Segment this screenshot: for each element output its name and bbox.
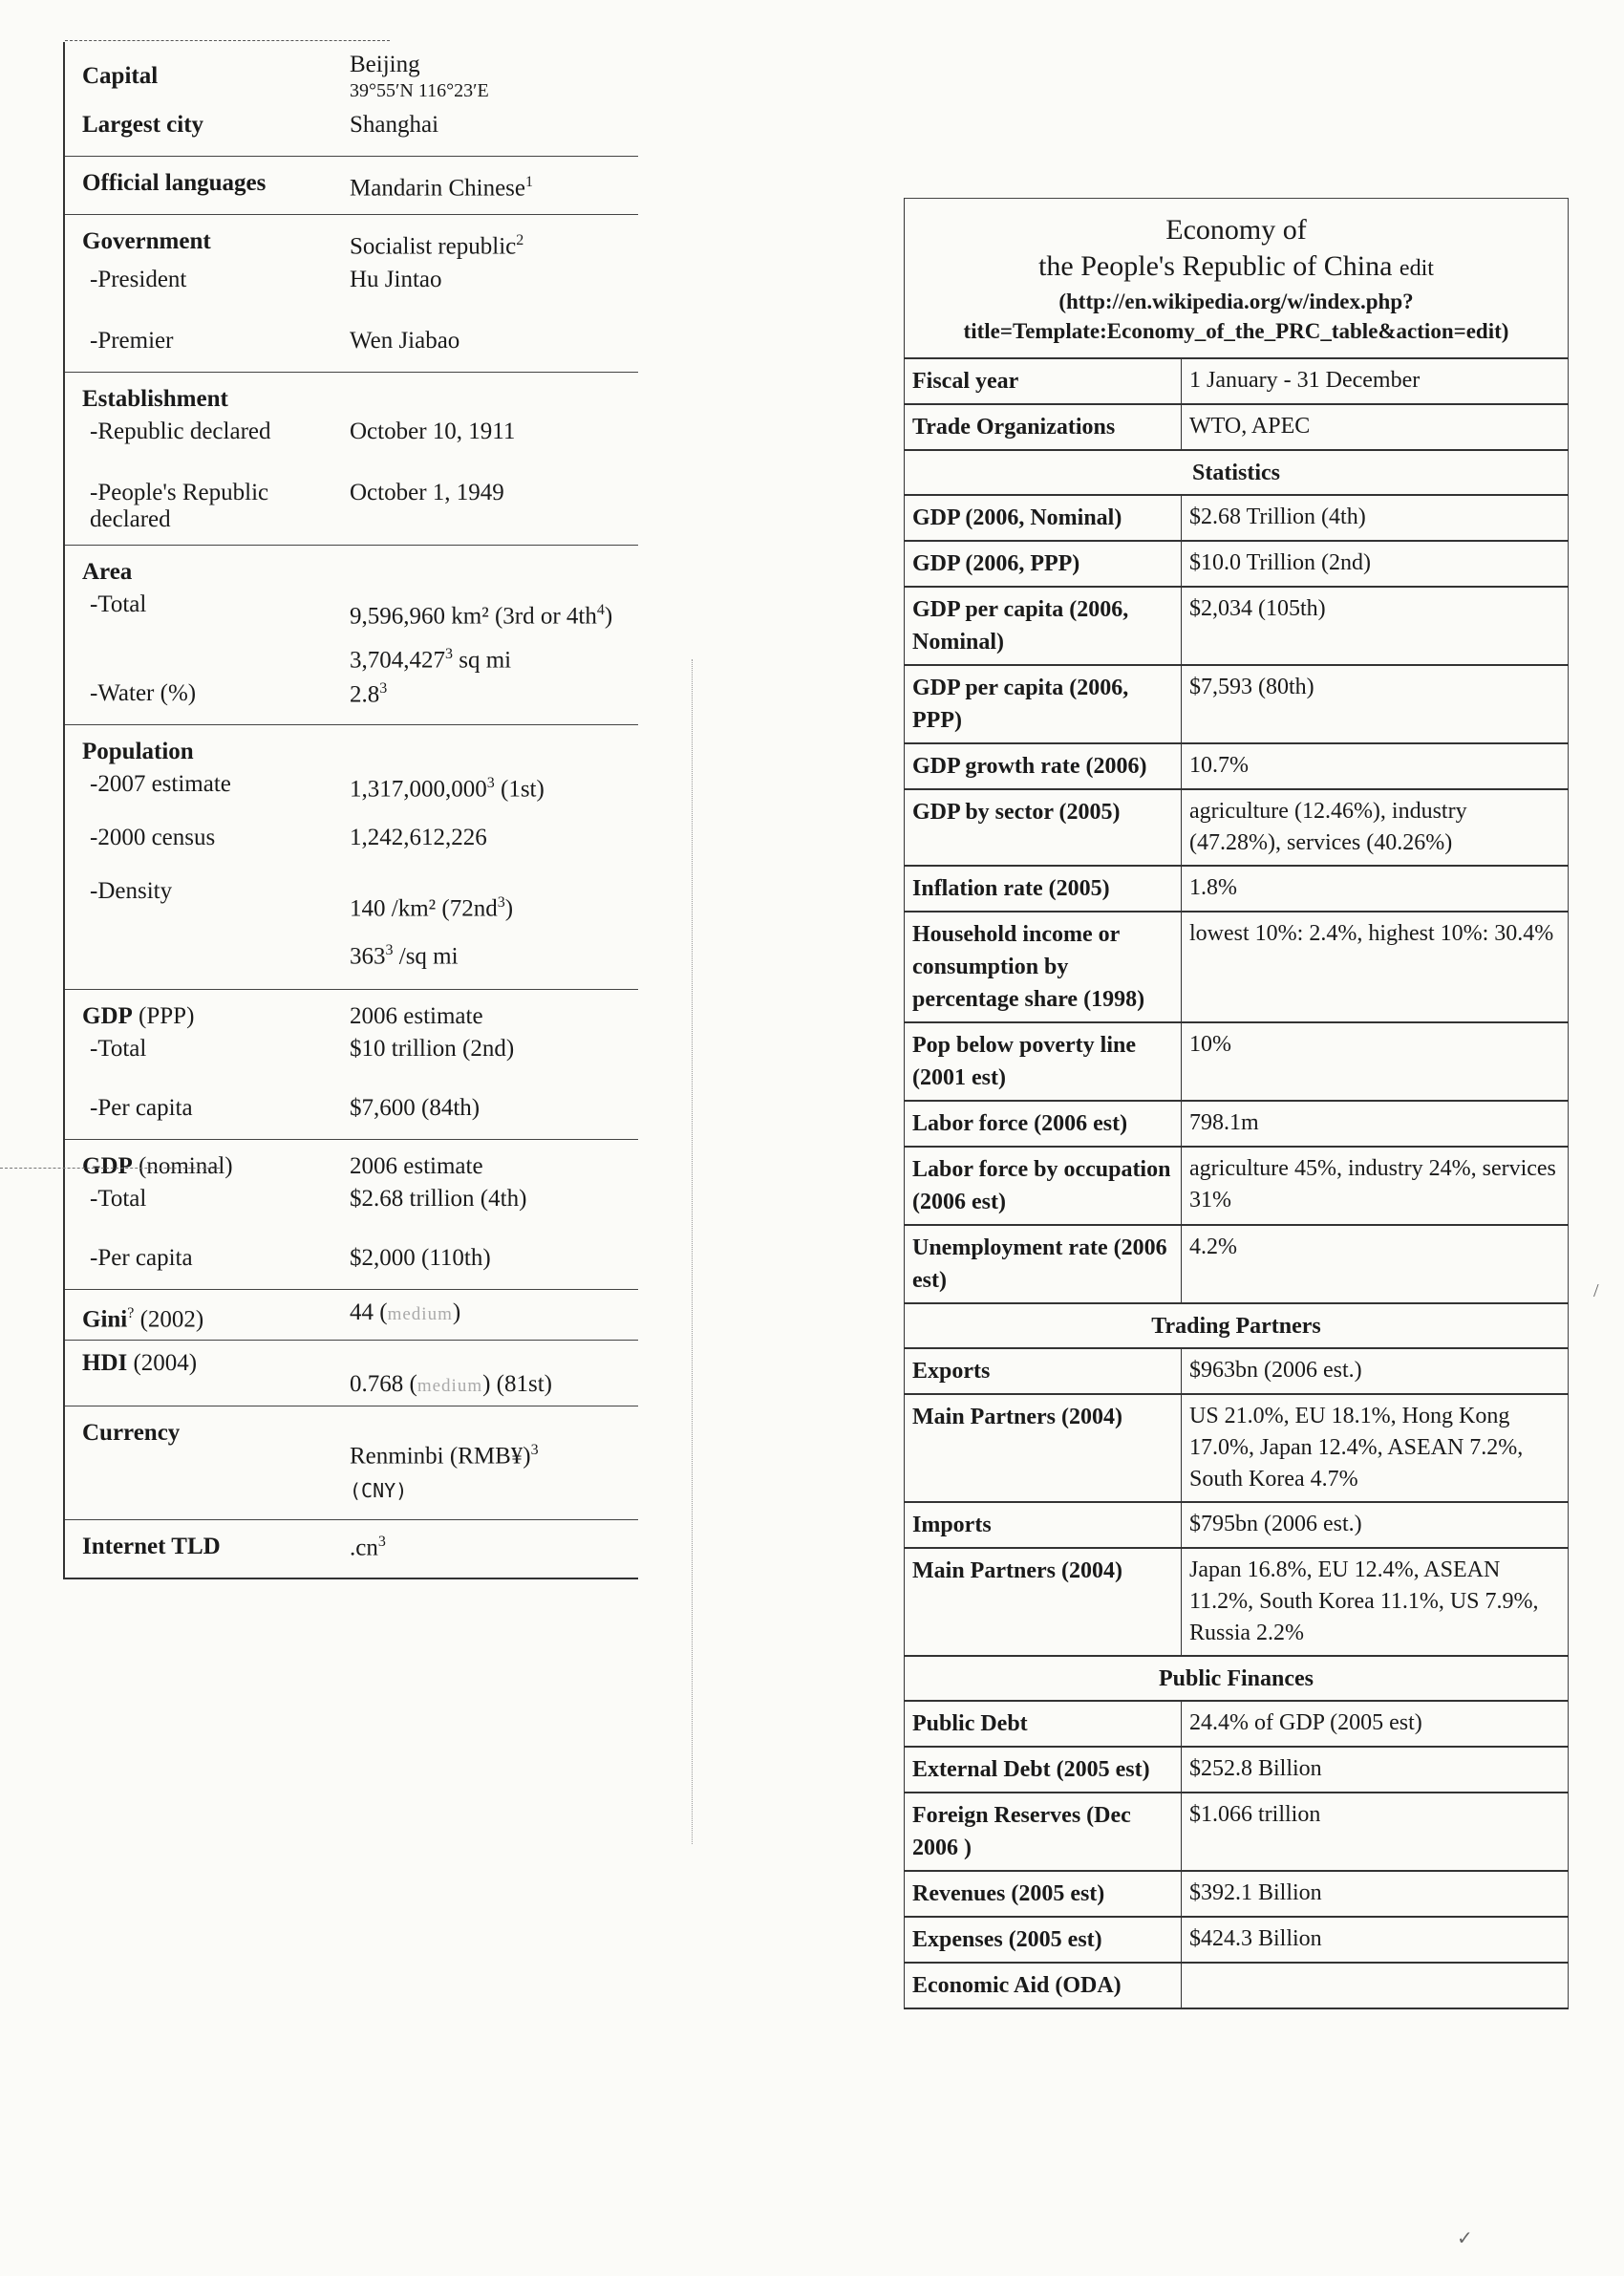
footnote-ref[interactable]: 3	[486, 774, 495, 791]
scan-vertical-rule	[692, 659, 693, 1844]
statistic-value: 10%	[1182, 1023, 1569, 1100]
population-census-value: 1,242,612,226	[350, 824, 487, 850]
table-row	[905, 1503, 1569, 1549]
population-density-label: -Density	[90, 877, 173, 904]
statistic-label: GDP (2006, PPP)	[905, 542, 1182, 586]
finance-value: $1.066 trillion	[1182, 1793, 1569, 1870]
footnote-ref[interactable]: 3	[497, 893, 505, 911]
finance-value	[1182, 1964, 1569, 2008]
edit-url-line1[interactable]: (http://en.wikipedia.org/w/index.php?	[1058, 290, 1414, 313]
statistic-value: $2.68 Trillion (4th)	[1182, 496, 1569, 540]
statistic-value: lowest 10%: 2.4%, highest 10%: 30.4%	[1182, 913, 1569, 1021]
economy-table	[904, 198, 1569, 2009]
table-row	[905, 1748, 1569, 1793]
table-row	[905, 744, 1569, 790]
republic-declared-value: October 10, 1911	[350, 419, 516, 444]
statistic-value: $2,034 (105th)	[1182, 588, 1569, 664]
general-rows	[905, 359, 1569, 451]
capital-section	[65, 42, 638, 157]
table-row	[905, 1349, 1569, 1395]
statistic-value: 1.8%	[1182, 867, 1569, 911]
statistic-value: agriculture 45%, industry 24%, services 31%	[1182, 1148, 1569, 1224]
gdp-ppp-total-label: -Total	[90, 1036, 147, 1063]
statistic-label: Pop below poverty line (2001 est)	[905, 1023, 1182, 1100]
population-estimate-value: 1,317,000,000	[350, 775, 487, 802]
density-km-value: 140 /km² (72nd	[350, 894, 498, 921]
statistic-label: GDP (2006, Nominal)	[905, 496, 1182, 540]
languages-section	[65, 157, 638, 215]
gdp-nominal-label: GDP (nominal)	[82, 1153, 233, 1180]
general-label: Trade Organizations	[905, 405, 1182, 449]
density-mi-value: 363	[350, 943, 386, 970]
statistic-label: GDP growth rate (2006)	[905, 744, 1182, 788]
statistic-label: Labor force (2006 est)	[905, 1102, 1182, 1146]
finance-label: Economic Aid (ODA)	[905, 1964, 1182, 2008]
establishment-label: Establishment	[82, 386, 228, 412]
general-label: Fiscal year	[905, 359, 1182, 403]
economy-title-line1: Economy of	[1165, 214, 1307, 246]
table-row	[905, 542, 1569, 588]
currency-value[interactable]: Renminbi (RMB¥)	[350, 1442, 531, 1469]
trade-label: Imports	[905, 1503, 1182, 1547]
establishment-section	[65, 373, 638, 546]
area-water-value: 2.8	[350, 680, 380, 707]
finance-value: 24.4% of GDP (2005 est)	[1182, 1702, 1569, 1746]
largest-city-value[interactable]: Shanghai	[350, 112, 439, 138]
finance-label: Revenues (2005 est)	[905, 1872, 1182, 1916]
trading-rows	[905, 1349, 1569, 1657]
government-label: Government	[82, 228, 211, 254]
prc-declared-value: October 1, 1949	[350, 480, 504, 505]
government-section	[65, 215, 638, 373]
gini-section	[65, 1290, 638, 1340]
table-row	[905, 1702, 1569, 1748]
capital-value[interactable]: Beijing	[350, 52, 420, 77]
general-value: 1 January - 31 December	[1182, 359, 1569, 403]
table-row	[905, 496, 1569, 542]
statistic-value: 4.2%	[1182, 1226, 1569, 1302]
statistic-label: GDP per capita (2006, Nominal)	[905, 588, 1182, 664]
gdp-ppp-total-value: $10 trillion (2nd)	[350, 1036, 515, 1063]
area-total-km: 9,596,960 km² (3rd or 4th	[350, 603, 597, 630]
finance-label: Expenses (2005 est)	[905, 1918, 1182, 1962]
premier-label: -Premier	[90, 328, 174, 354]
statistic-value: $7,593 (80th)	[1182, 666, 1569, 742]
edit-link[interactable]: edit	[1399, 256, 1434, 281]
table-row	[905, 1872, 1569, 1918]
footnote-ref[interactable]: 4	[596, 602, 605, 618]
table-row	[905, 1964, 1569, 2009]
gini-value: 44 (medium)	[350, 1299, 461, 1326]
trade-value: $795bn (2006 est.)	[1182, 1503, 1569, 1547]
country-infobox	[63, 42, 638, 1579]
statistic-label: GDP by sector (2005)	[905, 790, 1182, 865]
area-total-label: -Total	[90, 591, 147, 617]
government-value[interactable]: Socialist republic	[350, 233, 517, 260]
president-label: -President	[90, 267, 187, 292]
area-label: Area	[82, 559, 133, 585]
economy-title	[905, 199, 1569, 359]
table-row	[905, 1148, 1569, 1226]
finance-value: $392.1 Billion	[1182, 1872, 1569, 1916]
trade-value: US 21.0%, EU 18.1%, Hong Kong 17.0%, Japan 12.4%, ASEAN 7.2%, South Korea 4.7%	[1182, 1395, 1569, 1501]
statistic-label: GDP per capita (2006, PPP)	[905, 666, 1182, 742]
footnote-ref[interactable]: 2	[516, 232, 524, 248]
table-row	[905, 405, 1569, 451]
statistics-header: Statistics	[905, 451, 1569, 496]
trading-partners-header: Trading Partners	[905, 1304, 1569, 1349]
population-section: Population -2007 estimate 1,317,000,000$^3$ (1st) -2000 census 1,242,612,226 -Density 140 /km² $(72nd^3)$ $363^3$ /sq mi	[65, 725, 638, 991]
table-row	[905, 588, 1569, 666]
table-row	[905, 359, 1569, 405]
tld-value[interactable]: .cn	[350, 1535, 378, 1561]
statistic-value: 798.1m	[1182, 1102, 1569, 1146]
footnote-ref[interactable]: 3	[379, 679, 388, 697]
gdp-ppp-per-capita-label: -Per capita	[90, 1095, 193, 1122]
official-languages-label: Official languages	[82, 170, 267, 196]
finance-rows	[905, 1702, 1569, 2009]
public-finances-header: Public Finances	[905, 1657, 1569, 1702]
currency-code[interactable]: (CNY)	[350, 1478, 408, 1502]
gdp-nominal-total-value: $2.68 trillion (4th)	[350, 1186, 527, 1213]
capital-coords[interactable]: 39°55′N 116°23′E	[350, 80, 489, 101]
area-total-mi: 3,704,427	[350, 647, 445, 674]
official-languages-value[interactable]: Mandarin Chinese	[350, 175, 525, 202]
trade-label: Main Partners (2004)	[905, 1549, 1182, 1655]
prc-declared-label: -People's Republic declared	[90, 480, 269, 532]
gdp-nominal-per-capita-label: -Per capita	[90, 1245, 193, 1272]
gdp-nominal-per-capita-value: $2,000 (110th)	[350, 1245, 491, 1272]
population-label: Population	[82, 738, 194, 764]
premier-value[interactable]: Wen Jiabao	[350, 328, 460, 354]
table-row	[905, 1023, 1569, 1102]
general-value: WTO, APEC	[1182, 405, 1569, 449]
statistic-label: Unemployment rate (2006 est)	[905, 1226, 1182, 1302]
gdp-nominal-total-label: -Total	[90, 1186, 147, 1213]
finance-value: $424.3 Billion	[1182, 1918, 1569, 1962]
statistic-value: agriculture (12.46%), industry (47.28%), services (40.26%)	[1182, 790, 1569, 865]
hdi-value: 0.768 (medium) (81st)	[350, 1370, 553, 1397]
table-row	[905, 666, 1569, 744]
edit-url-line2[interactable]: title=Template:Economy_of_the_PRC_table&action=edit)	[963, 319, 1509, 343]
gdp-ppp-section	[65, 990, 638, 1140]
currency-label: Currency	[82, 1419, 181, 1446]
hdi-label: HDI (2004)	[82, 1349, 198, 1376]
trade-label: Main Partners (2004)	[905, 1395, 1182, 1501]
gdp-nominal-estimate: 2006 estimate	[350, 1153, 483, 1180]
table-row	[905, 1226, 1569, 1304]
table-row	[905, 913, 1569, 1023]
table-row	[905, 1793, 1569, 1872]
statistic-label: Household income or consumption by percentage share (1998)	[905, 913, 1182, 1021]
footnote-ref[interactable]: 3	[445, 646, 453, 663]
scan-mark: /	[1593, 1280, 1599, 1301]
statistic-label: Labor force by occupation (2006 est)	[905, 1148, 1182, 1224]
gdp-ppp-estimate: 2006 estimate	[350, 1003, 483, 1030]
tld-section	[65, 1520, 638, 1579]
statistic-value: 10.7%	[1182, 744, 1569, 788]
statistics-rows	[905, 496, 1569, 1304]
gdp-nominal-section	[65, 1140, 638, 1290]
footnote-ref[interactable]: 3	[530, 1441, 539, 1458]
largest-city-label: Largest city	[82, 112, 204, 138]
finance-label: Foreign Reserves (Dec 2006 )	[905, 1793, 1182, 1870]
scan-mark: ✓	[1457, 2228, 1473, 2249]
gini-label: Gini? (2002)	[82, 1305, 204, 1333]
area-water-label: -Water (%)	[90, 679, 197, 706]
table-row	[905, 1395, 1569, 1503]
table-row	[905, 1102, 1569, 1148]
gdp-ppp-per-capita-value: $7,600 (84th)	[350, 1095, 481, 1122]
hdi-section	[65, 1341, 638, 1406]
population-estimate-label: -2007 estimate	[90, 770, 231, 797]
statistic-label: Inflation rate (2005)	[905, 867, 1182, 911]
table-row	[905, 790, 1569, 867]
statistic-value: $10.0 Trillion (2nd)	[1182, 542, 1569, 586]
finance-label: External Debt (2005 est)	[905, 1748, 1182, 1792]
table-row	[905, 1918, 1569, 1964]
capital-label: Capital	[82, 63, 159, 89]
president-value[interactable]: Hu Jintao	[350, 267, 442, 292]
finance-label: Public Debt	[905, 1702, 1182, 1746]
republic-declared-label: -Republic declared	[90, 419, 271, 444]
economy-title-line2: the People's Republic of China	[1038, 250, 1393, 282]
footnote-ref[interactable]: 3	[377, 1533, 386, 1550]
tld-label: Internet TLD	[82, 1533, 221, 1559]
trade-value: Japan 16.8%, EU 12.4%, ASEAN 11.2%, South Korea 11.1%, US 7.9%, Russia 2.2%	[1182, 1549, 1569, 1655]
population-census-label: -2000 census	[90, 824, 216, 850]
footnote-ref[interactable]: 1	[524, 174, 533, 190]
gdp-ppp-label: GDP (PPP)	[82, 1003, 195, 1030]
scan-dashed-line	[0, 1168, 220, 1169]
finance-value: $252.8 Billion	[1182, 1748, 1569, 1792]
footnote-ref[interactable]: 3	[385, 941, 394, 958]
table-row	[905, 867, 1569, 913]
trade-label: Exports	[905, 1349, 1182, 1393]
currency-section	[65, 1406, 638, 1520]
table-row	[905, 1549, 1569, 1657]
trade-value: $963bn (2006 est.)	[1182, 1349, 1569, 1393]
area-section: Area -Total 9,596,960 km² (3rd or $4th^4$) 3,704,427$^3$ sq mi -Water (%) $2.8^3$	[65, 546, 638, 725]
